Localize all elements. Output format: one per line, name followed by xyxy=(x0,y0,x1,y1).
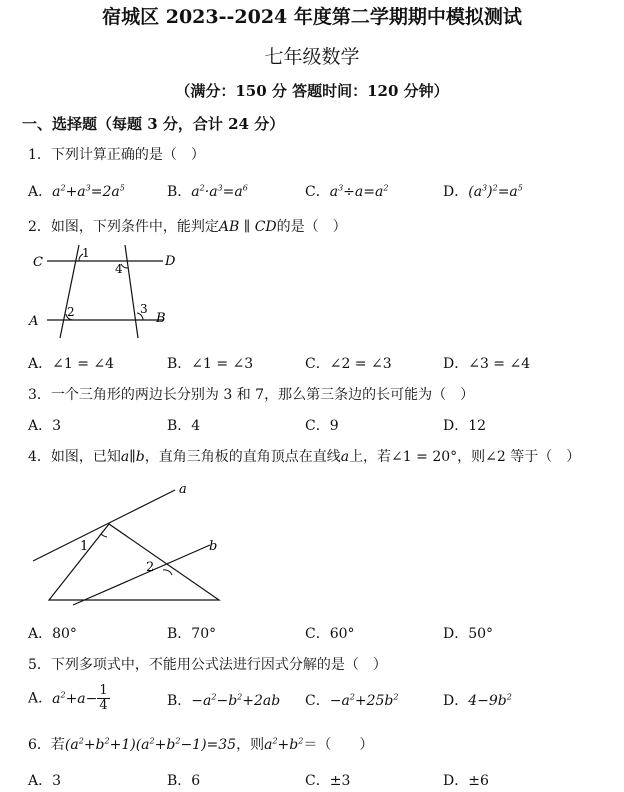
label-d: D xyxy=(165,254,176,269)
label-b: B xyxy=(156,311,166,326)
q1-option-a: A．$a^2+a^3=2a^5$ xyxy=(28,183,125,200)
q6-option-c: C．±3 xyxy=(305,773,351,789)
q3-option-c: C．9 xyxy=(305,418,339,434)
exam-info: （满分：150 分 答题时间：120 分钟） xyxy=(175,82,449,100)
transversal-right xyxy=(125,245,138,338)
section-title: 一、选择题（每题 3 分，合计 24 分） xyxy=(22,115,285,133)
question-5-stem: 5．下列多项式中，不能用公式法进行因式分解的是（ ） xyxy=(28,657,387,673)
q4-option-c: C．60° xyxy=(305,626,355,642)
set-square-triangle xyxy=(49,524,219,600)
label-angle-3: 3 xyxy=(140,302,148,316)
q4-option-b: B．70° xyxy=(167,626,217,642)
q4-figure xyxy=(25,478,235,608)
q1-option-b: B．$a^2\cdot a^3=a^6$ xyxy=(167,183,248,200)
label-angle-2: 2 xyxy=(146,560,155,575)
q3-option-a: A．3 xyxy=(28,418,62,434)
label-angle-1: 1 xyxy=(80,539,89,554)
q5-option-c: C．$-a^2+25b^2$ xyxy=(305,692,399,709)
label-line-a: a xyxy=(179,482,187,497)
exam-title: 宿城区 2023--2024 年度第二学期期中模拟测试 xyxy=(102,6,522,28)
q2-option-b: B．∠1 = ∠3 xyxy=(167,356,254,372)
transversal-left xyxy=(60,245,79,338)
question-6-stem: 6．若$(a^2+b^2+1)(a^2+b^2-1)=35$，则$a^2+b^2=$（ ） xyxy=(28,736,374,753)
angle-2-arc xyxy=(163,570,172,575)
question-2-stem: 2．如图，下列条件中，能判定AB ∥ CD的是（ ） xyxy=(28,219,347,235)
label-angle-1: 1 xyxy=(82,246,90,260)
q6-option-d: D．±6 xyxy=(443,773,489,789)
q5-option-a: A．$a^2+a-$ $\frac{1}{4}$ xyxy=(28,683,108,713)
label-c: C xyxy=(33,255,43,270)
question-1-stem: 1．下列计算正确的是（ ） xyxy=(28,147,205,163)
q3-option-d: D．12 xyxy=(443,418,487,434)
q2-option-c: C．∠2 = ∠3 xyxy=(305,356,392,372)
q2-option-a: A．∠1 = ∠4 xyxy=(28,356,115,372)
label-a: A xyxy=(29,314,39,329)
line-a xyxy=(33,490,175,561)
q4-option-d: D．50° xyxy=(443,626,494,642)
label-angle-2: 2 xyxy=(67,305,75,319)
q1-option-c: C．$a^3\div a=a^2$ xyxy=(305,183,389,200)
question-4-stem: 4．如图，已知a∥b，直角三角板的直角顶点在直线a上，若∠1 = 20°，则∠2 等于（ ） xyxy=(28,449,581,465)
q5-option-b: B．$-a^2-b^2+2ab$ xyxy=(167,692,281,709)
q6-option-b: B．6 xyxy=(167,773,201,789)
q4-option-a: A．80° xyxy=(28,626,77,642)
q2-option-d: D．∠3 = ∠4 xyxy=(443,356,531,372)
angle-1-arc xyxy=(101,534,107,537)
q2-figure xyxy=(25,241,185,341)
q3-option-b: B．4 xyxy=(167,418,201,434)
q5-option-d: D．$4-9b^2$ xyxy=(443,692,512,709)
q1-option-d: D．$(a^3)^2=a^5$ xyxy=(443,183,523,200)
q6-option-a: A．3 xyxy=(28,773,62,789)
question-3-stem: 3．一个三角形的两边长分别为 3 和 7，那么第三条边的长可能为（ ） xyxy=(28,387,475,403)
label-angle-4: 4 xyxy=(115,262,123,276)
exam-subtitle: 七年级数学 xyxy=(264,46,360,68)
line-b xyxy=(73,545,210,605)
label-line-b: b xyxy=(209,539,218,554)
